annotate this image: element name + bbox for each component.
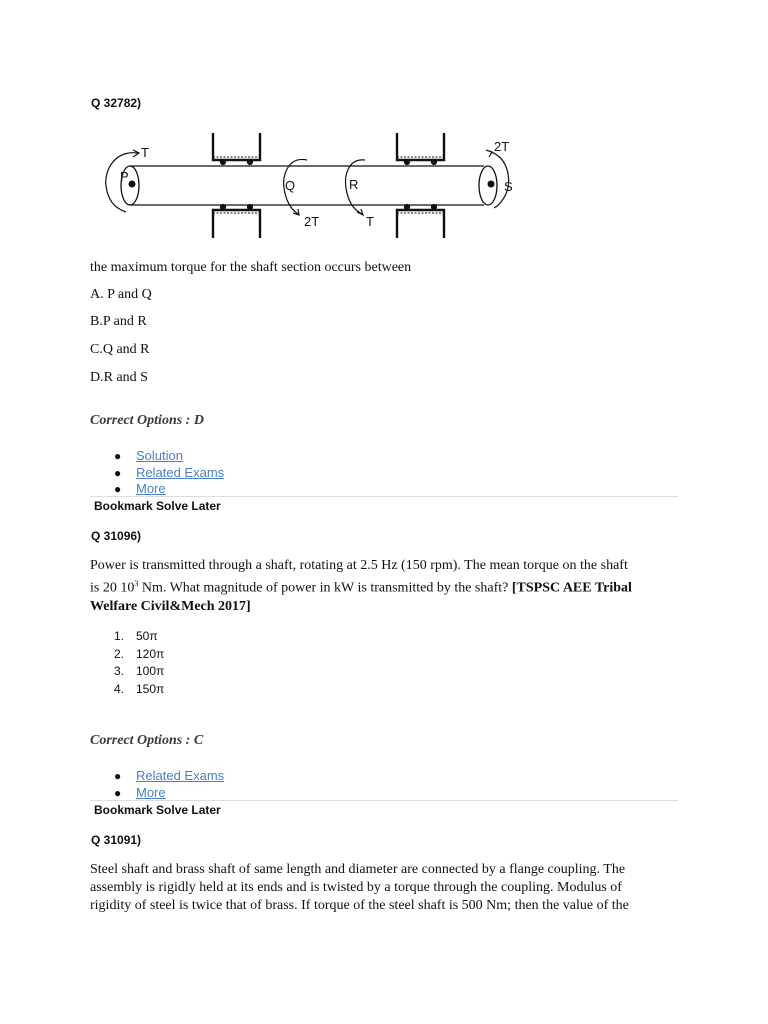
correct-options: Correct Options : D xyxy=(90,413,204,428)
related-exams-link[interactable]: Related Exams xyxy=(136,768,225,783)
bullet-icon: ● xyxy=(114,769,122,783)
list-item xyxy=(114,448,224,465)
option-1: 50π xyxy=(136,629,158,643)
label-q: Q xyxy=(285,178,296,193)
option-number: 3. xyxy=(114,664,125,678)
option-number: 1. xyxy=(114,629,125,643)
bearing-2-bottom-ball-a xyxy=(404,204,409,209)
option-3: 100π xyxy=(136,664,165,678)
list-item xyxy=(114,464,225,482)
bearing-2-bottom-ball-b xyxy=(431,204,436,209)
question-text-part: is 20 10 xyxy=(90,580,135,596)
list-item xyxy=(114,784,224,802)
option-number: 2. xyxy=(114,646,125,661)
option-2: 120π xyxy=(136,646,165,661)
question-text-part: Nm. What magnitude of power in kW is transmitted by the shaft? xyxy=(138,580,512,596)
point-s-dot xyxy=(488,181,494,187)
bookmark-solve-later[interactable]: Bookmark Solve Later xyxy=(94,499,221,513)
list-item xyxy=(114,768,225,785)
question-text: the maximum torque for the shaft section occurs between xyxy=(90,260,412,275)
label-2t-right: 2T xyxy=(494,139,510,154)
question-text xyxy=(90,861,680,915)
question-id: Q 31091) xyxy=(91,833,142,847)
point-p-dot xyxy=(129,181,135,187)
label-r: R xyxy=(349,177,359,192)
question-line: rigidity of steel is twice that of brass. If torque of the steel shaft is 500 Nm; then the value of the xyxy=(90,898,629,913)
divider xyxy=(90,496,678,497)
bearing-1-top-ball-a xyxy=(220,159,225,164)
question-id: Q 31096) xyxy=(91,529,142,543)
exam-tag: [TSPSC AEE Tribal xyxy=(511,580,632,596)
label-s: S xyxy=(504,179,513,194)
list-item xyxy=(114,646,165,664)
option-c: C.Q and R xyxy=(90,342,150,357)
question-id: Q 32782) xyxy=(91,96,142,110)
bullet-icon: ● xyxy=(114,449,122,463)
option-a: A. P and Q xyxy=(90,287,152,302)
question-line xyxy=(90,575,680,598)
question-text xyxy=(90,557,680,616)
list-item xyxy=(114,663,165,681)
bearing-2-bottom xyxy=(397,210,444,238)
correct-options: Correct Options : C xyxy=(90,733,204,748)
option-b: B.P and R xyxy=(90,314,147,329)
list-item xyxy=(114,628,164,646)
question-line: Steel shaft and brass shaft of same length and diameter are connected by a flange coupling. The xyxy=(90,862,626,877)
question-line xyxy=(90,598,680,616)
label-p: P xyxy=(120,169,129,184)
divider xyxy=(90,800,678,801)
solution-link[interactable]: Solution xyxy=(136,448,183,463)
more-link[interactable]: More xyxy=(136,784,166,800)
bullet-icon: ● xyxy=(114,465,122,480)
related-exams-link[interactable]: Related Exams xyxy=(136,464,225,480)
shaft-diagram xyxy=(100,126,520,242)
bearing-2-top-ball-b xyxy=(431,159,436,164)
option-number: 4. xyxy=(114,681,125,696)
q2-link-list xyxy=(114,768,225,801)
bearing-2-top xyxy=(397,133,444,160)
question-line: assembly is rigidly held at its ends and is twisted by a torque through the coupling. Modulus of xyxy=(90,880,622,895)
bearing-2-top-ball-a xyxy=(404,159,409,164)
bookmark-solve-later[interactable]: Bookmark Solve Later xyxy=(94,803,221,817)
bullet-icon: ● xyxy=(114,482,122,496)
option-d: D.R and S xyxy=(90,370,148,385)
bearing-1-bottom xyxy=(213,210,260,238)
exponent: 3 xyxy=(134,579,139,588)
bullet-icon: ● xyxy=(114,785,122,800)
label-t-bottom: T xyxy=(366,214,374,229)
option-4: 150π xyxy=(136,681,165,696)
label-t-left: T xyxy=(141,145,149,160)
bearing-1-top xyxy=(213,133,260,160)
bearing-1-top-ball-b xyxy=(247,159,252,164)
exam-tag-cont: Welfare Civil&Mech 2017] xyxy=(90,598,251,614)
q2-option-list xyxy=(114,628,165,698)
q1-link-list xyxy=(114,448,225,498)
question-line: Power is transmitted through a shaft, rotating at 2.5 Hz (150 rpm). The mean torque on the shaft xyxy=(90,558,628,573)
bearing-1-bottom-ball-b xyxy=(247,204,252,209)
more-link[interactable]: More xyxy=(136,481,166,496)
label-2t-bottom: 2T xyxy=(304,214,320,229)
bearing-1-bottom-ball-a xyxy=(220,204,225,209)
list-item xyxy=(114,681,165,699)
